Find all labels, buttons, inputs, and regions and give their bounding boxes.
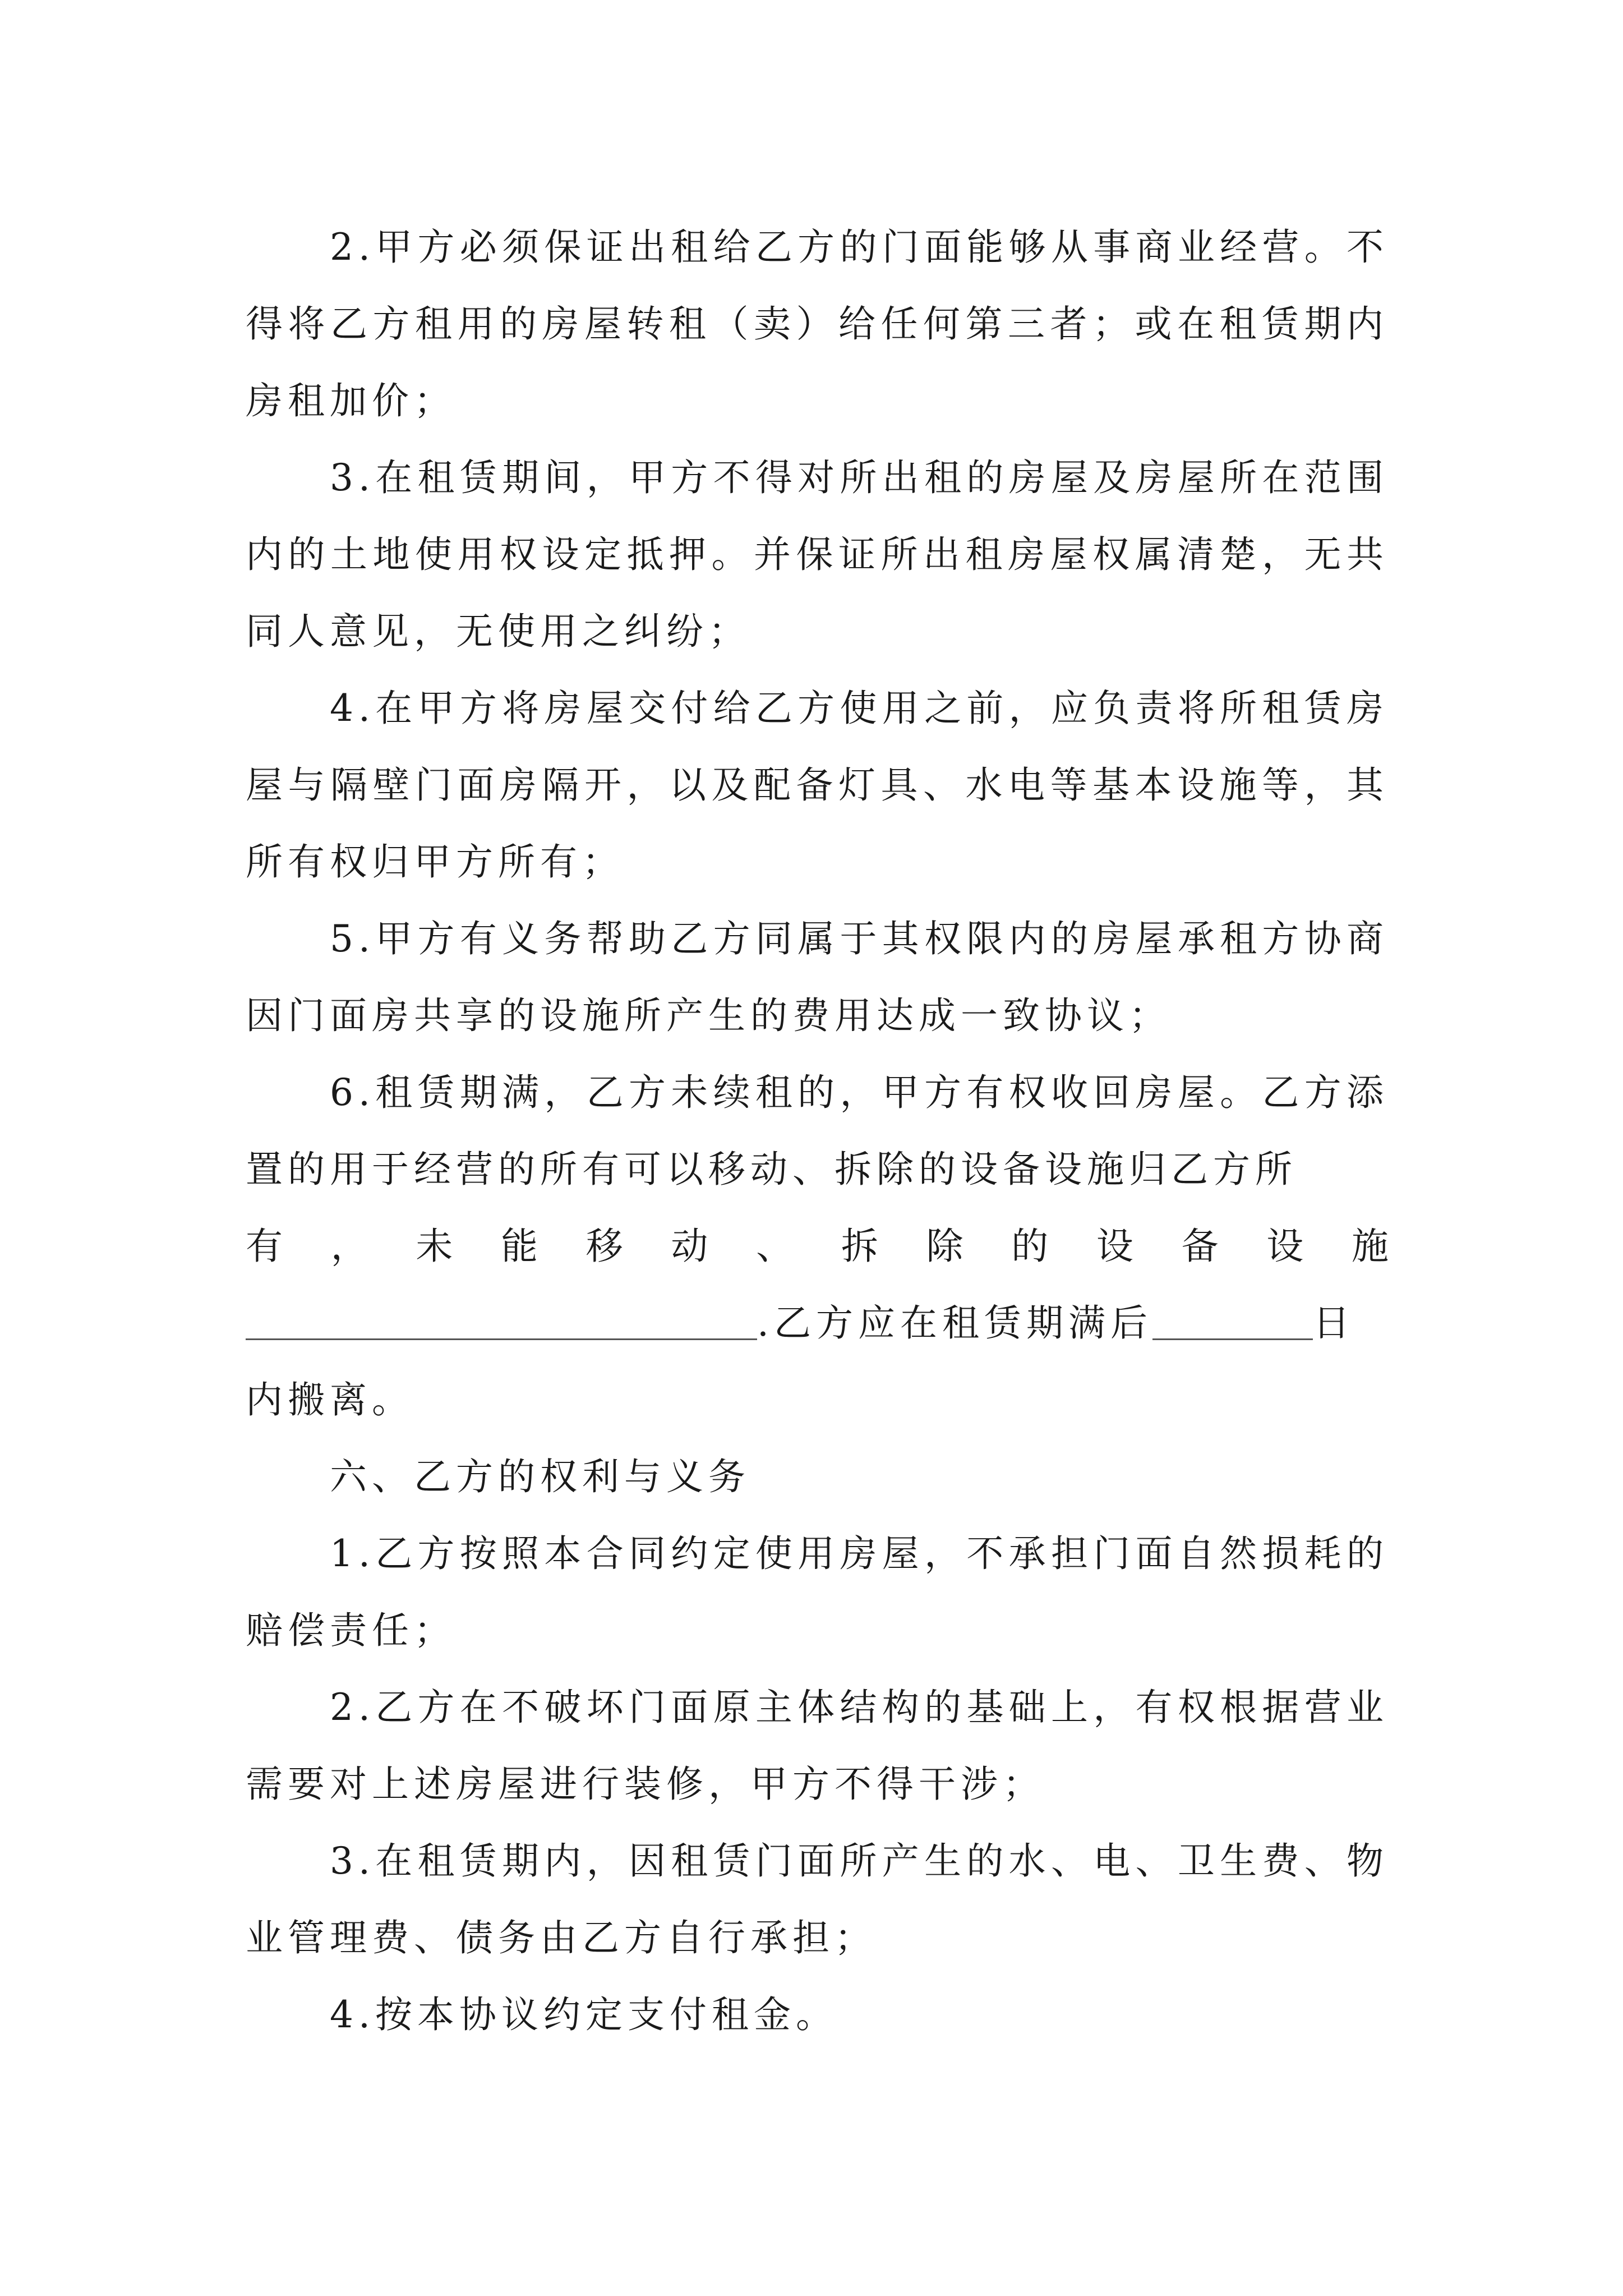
clause-a-3: 3.在租赁期间，甲方不得对所出租的房屋及房屋所在范围内的土地使用权设定抵押。并保证所出租房屋权属清楚，无共同人意见，无使用之纠纷； — [246, 456, 1389, 653]
clause-a-6-part4: 内搬离。 — [246, 1378, 414, 1421]
spaced-char: 的 — [1011, 1225, 1049, 1268]
spaced-char: 设 — [1096, 1225, 1133, 1268]
clause-a-5: 5.甲方有义务帮助乙方同属于其权限内的房屋承租方协商因门面房共享的设施所产生的费用达成一致协议； — [246, 917, 1389, 1037]
spaced-char: 除 — [926, 1225, 963, 1268]
clause-a-6-part1: 6.租赁期满，乙方未续租的，甲方有权收回房屋。乙方添置的用于经营的所有可以移动、拆除的设备设施归乙方所 — [246, 1071, 1389, 1191]
clause-a-6-part3: 日 — [1312, 1301, 1355, 1345]
spaced-char: ， — [330, 1225, 368, 1268]
spaced-char: 动 — [671, 1225, 708, 1268]
section-heading-6: 六、乙方的权利与义务 — [330, 1455, 750, 1498]
document-body — [246, 209, 1389, 2053]
clause-a-6-part2: .乙方应在租赁期满后 — [757, 1301, 1152, 1345]
spaced-char: 备 — [1181, 1225, 1219, 1268]
clause-a-6-fill-line — [246, 1285, 1389, 1361]
clause-a-6 — [246, 1054, 1389, 1438]
clause-a-4: 4.在甲方将房屋交付给乙方使用之前，应负责将所租赁房屋与隔壁门面房隔开，以及配备灯具、水电等基本设施等，其所有权归甲方所有； — [246, 687, 1389, 884]
clause-b-4: 4.按本协议约定支付租金。 — [330, 1993, 838, 2036]
spaced-char: 能 — [501, 1225, 538, 1268]
clause-b-1: 1.乙方按照本合同约定使用房屋，不承担门面自然损耗的赔偿责任； — [246, 1532, 1389, 1652]
spaced-char: 有 — [246, 1225, 283, 1268]
clause-a-6-spaced-line — [246, 1208, 1389, 1285]
clause-a-2: 2.甲方必须保证出租给乙方的门面能够从事商业经营。不得将乙方租用的房屋转租（卖）给任何第三者；或在租赁期内房租加价； — [246, 226, 1389, 422]
clause-b-3: 3.在租赁期内，因租赁门面所产生的水、电、卫生费、物业管理费、债务由乙方自行承担； — [246, 1839, 1389, 1959]
fill-blank-facilities — [246, 1301, 757, 1340]
spaced-char: 设 — [1266, 1225, 1304, 1268]
spaced-char: 、 — [756, 1225, 794, 1268]
clause-b-2: 2.乙方在不破坏门面原主体结构的基础上，有权根据营业需要对上述房屋进行装修，甲方不得干涉； — [246, 1686, 1389, 1806]
fill-blank-days — [1152, 1301, 1313, 1340]
spaced-char: 未 — [416, 1225, 453, 1268]
spaced-char: 移 — [585, 1225, 623, 1268]
spaced-char: 施 — [1351, 1225, 1389, 1268]
spaced-char: 拆 — [841, 1225, 878, 1268]
